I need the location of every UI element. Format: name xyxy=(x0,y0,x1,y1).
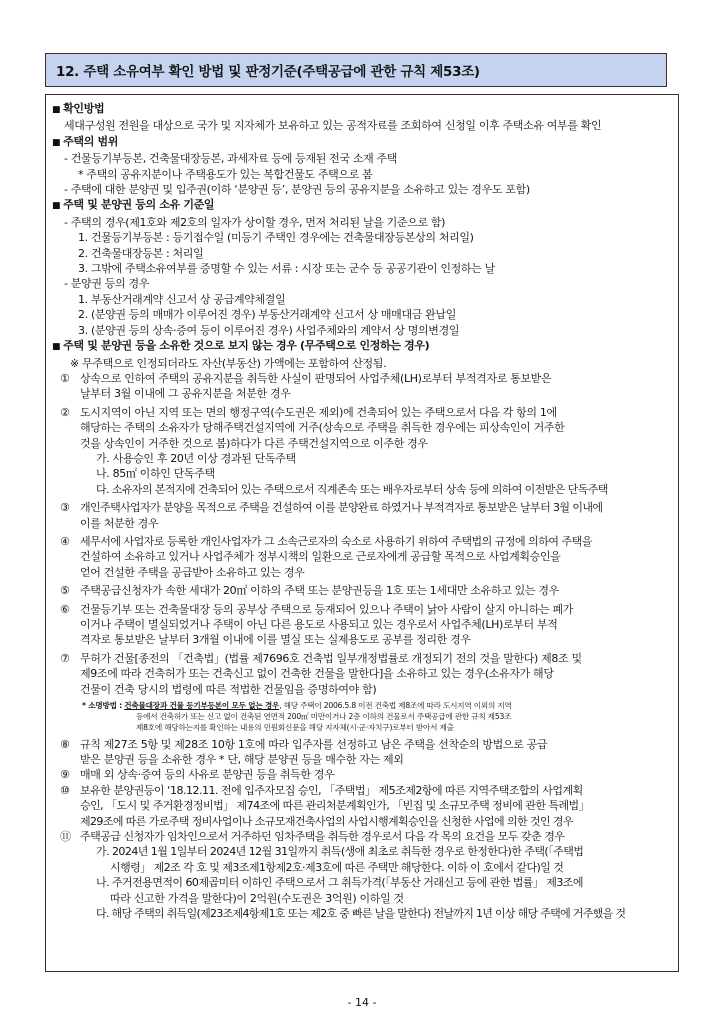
item-number: ③ xyxy=(60,501,70,515)
exception-item xyxy=(52,500,672,515)
section-title-text: 12. 주택 소유여부 확인 방법 및 판정기준(주택공급에 관한 규칙 제53조) xyxy=(56,64,480,80)
item-sub: 가. 사용승인 후 20년 이상 경과된 단독주택 xyxy=(96,451,296,465)
item-text: 해당하는 주택의 소유자가 당해주택건설지역에 거주(상속으로 주택을 취득한 경우에는 피상속인이 거주한 xyxy=(80,421,565,435)
proof-text: 등에서 건축허가 또는 신고 없이 건축된 연면적 200㎡ 미만이거나 2층 이하의 건물로서 주택공급에 관한 규칙 제53조 xyxy=(136,712,512,722)
item-text: 제9조에 따라 건축허가 또는 건축신고 없이 건축한 건물을 말한다]을 소유하고 있는 경우(소유자가 해당 xyxy=(80,667,554,681)
proof-text: 제8호에 해당하는지를 확인하는 내용의 민원회신문을 해당 지자체(시·군·자치구)로부터 받아서 제출 xyxy=(136,723,454,733)
criteria-house-item: 1. 건물등기부등본 : 등기접수일 (미등기 주택인 경우에는 건축물대장등본상의 처리일) xyxy=(78,231,474,245)
item-number: ④ xyxy=(60,534,70,548)
item-text: 매매 외 상속·증여 등의 사유로 분양권 등을 취득한 경우 xyxy=(80,768,335,782)
item-text: 것을 상속인이 거주한 것으로 봄)하다가 다른 주택건설지역으로 이주한 경우 xyxy=(80,436,428,450)
item-number: ② xyxy=(60,405,70,419)
heading-method xyxy=(52,101,672,118)
heading-method-text: 확인방법 xyxy=(63,102,105,115)
item-sub: 나. 주거전용면적이 60제곱미터 이하인 주택으로서 그 취득가격(「부동산 거래신고 등에 관한 법률」 제3조에 xyxy=(96,876,583,890)
exception-item xyxy=(52,783,672,798)
square-bullet-icon: ■ xyxy=(52,201,61,212)
item-text: 얻어 건설한 주택을 공급받아 소유하고 있는 경우 xyxy=(80,565,305,579)
item-number: ⑥ xyxy=(60,602,70,616)
criteria-house-intro: - 주택의 경우(제1호와 제2호의 일자가 상이할 경우, 먼저 처리된 날을 기준으로 함) xyxy=(64,215,446,229)
exception-item xyxy=(52,737,672,752)
item-text: 상속으로 인하여 주택의 공유지분을 취득한 사실이 판명되어 사업주체(LH)로부터 부적격자로 통보받은 xyxy=(80,371,552,385)
item-text: 도시지역이 아닌 지역 또는 면의 행정구역(수도권은 제외)에 건축되어 있는 주택으로서 다음 각 항의 1에 xyxy=(80,405,557,419)
exception-item xyxy=(52,405,672,420)
item-sub: 다. 소유자의 본적지에 건축되어 있는 주택으로서 직계존속 또는 배우자로부터 상속 등에 의하여 이전받은 단독주택 xyxy=(96,482,608,496)
criteria-right-intro: - 분양권 등의 경우 xyxy=(64,277,149,291)
item-text: 세무서에 사업자로 등록한 개인사업자가 그 소속근로자의 숙소로 사용하기 위하여 주택법의 규정에 의하여 주택을 xyxy=(80,534,592,548)
item-text: 건물이 건축 당시의 법령에 따른 적법한 건물임을 증명하여야 함) xyxy=(80,682,377,696)
item-number: ① xyxy=(60,371,70,385)
item-text: 건물등기부 또는 건축물대장 등의 공부상 주택으로 등재되어 있으나 주택이 낡아 사람이 살지 아니하는 폐가 xyxy=(80,602,574,616)
item-text: 이를 처분한 경우 xyxy=(80,516,159,530)
exception-item xyxy=(52,829,672,844)
square-bullet-icon: ■ xyxy=(52,137,61,148)
item-text: 개인주택사업자가 분양을 목적으로 주택을 건설하여 이를 분양완료 하였거나 부적격자로 통보받은 날부터 3월 이내에 xyxy=(80,501,603,515)
item-number: ⑪ xyxy=(60,830,71,844)
item-sub: 가. 2024년 1월 1일부터 2024년 12월 31일까지 취득(생애 최초로 취득한 경우로 한정한다)한 주택(「주택법 xyxy=(96,845,584,859)
exceptions-note: ※ 무주택으로 인정되더라도 자산(부동산) 가액에는 포함하여 산정됨. xyxy=(70,356,387,370)
proof-emphasis: 건축물대장과 건물 등기부등본이 모두 없는 경우 xyxy=(124,701,280,711)
square-bullet-icon: ■ xyxy=(52,105,61,115)
criteria-right-item: 2. (분양권 등의 매매가 이루어진 경우) 부동산거래계약 신고서 상 매매대금 완납일 xyxy=(78,308,456,322)
heading-scope-text: 주택의 범위 xyxy=(63,134,119,148)
item-number: ⑤ xyxy=(60,584,70,598)
section-title xyxy=(45,53,667,87)
item-sub-cont: 시행령」 제2조 각 호 및 제3조제1항제2호·제3호에 따른 주택만 해당한다. 이하 이 호에서 같다)일 것 xyxy=(110,860,564,874)
heading-exceptions-text: 주택 및 분양권 등을 소유한 것으로 보지 않는 경우 (무주택으로 인정하는 경우) xyxy=(63,339,430,353)
item-text: 주택공급신청자가 속한 세대가 20㎡ 이하의 주택 또는 분양권등을 1호 또는 1세대만 소유하고 있는 경우 xyxy=(80,584,559,598)
item-text: 승인, 「도시 및 주거환경정비법」 제74조에 따른 관리처분계획인가, 「빈집 및 소규모주택 정비에 관한 특례법」 xyxy=(80,799,590,813)
heading-exceptions xyxy=(52,338,672,355)
criteria-right-item: 1. 부동산거래계약 신고서 상 공급계약체결일 xyxy=(78,292,286,306)
item-sub: 나. 85㎡ 이하인 단독주택 xyxy=(96,467,215,481)
content-box xyxy=(45,94,679,972)
heading-scope xyxy=(52,134,672,151)
item-text: 날부터 3월 이내에 그 공유지분을 처분한 경우 xyxy=(80,387,291,401)
page-number: - 14 - xyxy=(347,996,377,1009)
exception-item xyxy=(52,651,672,666)
proof-label: * 소명방법 : xyxy=(82,701,123,711)
exception-item xyxy=(52,602,672,617)
item-text: 제29조에 따른 가로주택 정비사업이나 소규모재건축사업의 사업시행계획승인을 신청한 사업에 의한 것인 경우 xyxy=(80,814,573,828)
item-text: 건설하여 소유하고 있거나 사업주체가 정부시책의 일환으로 근로자에게 공급할 목적으로 사업계획승인을 xyxy=(80,550,561,564)
item-number: ⑧ xyxy=(60,737,70,751)
item-number: ⑩ xyxy=(60,783,70,797)
item-text: 받은 분양권 등을 소유한 경우 * 단, 해당 분양권 등을 매수한 자는 제외 xyxy=(80,753,404,767)
method-body: 세대구성원 전원을 대상으로 국가 및 지자체가 보유하고 있는 공적자료를 조회하여 신청일 이후 주택소유 여부를 확인 xyxy=(64,119,602,133)
scope-line: - 주택에 대한 분양권 및 입주권(이하 ‘분양권 등’, 분양권 등의 공유지분을 소유하고 있는 경우도 포함) xyxy=(64,183,530,197)
exception-item xyxy=(52,371,672,386)
item-text: 보유한 분양권등이 ‘18.12.11. 전에 입주자모집 승인, 「주택법」 제5조제2항에 따른 지역주택조합의 사업계획 xyxy=(80,783,583,797)
item-text: 무허가 건물[종전의 「건축법」(법률 제7696호 건축법 일부개정법률로 개정되기 전의 것을 말한다) 제8조 및 xyxy=(80,651,582,665)
item-number: ⑨ xyxy=(60,768,70,782)
proof-note xyxy=(52,700,672,711)
scope-line: * 주택의 공유지분이나 주택용도가 있는 복합건물도 주택으로 봄 xyxy=(78,167,373,181)
item-text: 규칙 제27조 5항 및 제28조 10항 1호에 따라 입주자를 선정하고 남은 주택을 선착순의 방법으로 공급 xyxy=(80,737,548,751)
square-bullet-icon: ■ xyxy=(52,342,61,353)
scope-line: - 건물등기부등본, 건축물대장등본, 과세자료 등에 등재된 전국 소재 주택 xyxy=(64,152,398,166)
item-text: 이거나 주택이 멸실되었거나 주택이 아닌 다른 용도로 사용되고 있는 경우로서 사업주체(LH)로부터 부적 xyxy=(80,618,558,631)
criteria-house-item: 2. 건축물대장등본 : 처리일 xyxy=(78,246,204,260)
item-sub-cont: 따라 신고한 가격을 말한다)이 2억원(수도권은 3억원) 이하일 것 xyxy=(110,891,404,905)
item-text: 주택공급 신청자가 임차인으로서 거주하던 임차주택을 취득한 경우로서 다음 각 목의 요건을 모두 갖춘 경우 xyxy=(80,830,565,844)
criteria-house-item: 3. 그밖에 주택소유여부를 증명할 수 있는 서류 : 시장 또는 군수 등 공공기관이 인정하는 날 xyxy=(78,262,495,276)
proof-text: , 해당 주택이 2006.5.8 이전 건축법 제8조에 따라 도시지역 이외의 지역 xyxy=(279,701,512,711)
item-sub: 다. 해당 주택의 취득일(제23조제4항제1호 또는 제2호 중 빠른 날을 말한다) 전날까지 1년 이상 해당 주택에 거주했을 것 xyxy=(96,907,626,921)
exception-item xyxy=(52,534,672,549)
heading-criteria-text: 주택 및 분양권 등의 소유 기준일 xyxy=(63,198,215,212)
exception-item xyxy=(52,767,672,782)
item-number: ⑦ xyxy=(60,651,70,665)
item-text: 격자로 통보받은 날부터 3개월 이내에 이를 멸실 또는 실제용도로 공부를 정리한 경우 xyxy=(80,633,471,647)
criteria-right-item: 3. (분양권 등의 상속·증여 등이 이루어진 경우) 사업주체와의 계약서 상 명의변경일 xyxy=(78,323,460,337)
heading-criteria xyxy=(52,197,672,214)
exception-item xyxy=(52,583,672,598)
